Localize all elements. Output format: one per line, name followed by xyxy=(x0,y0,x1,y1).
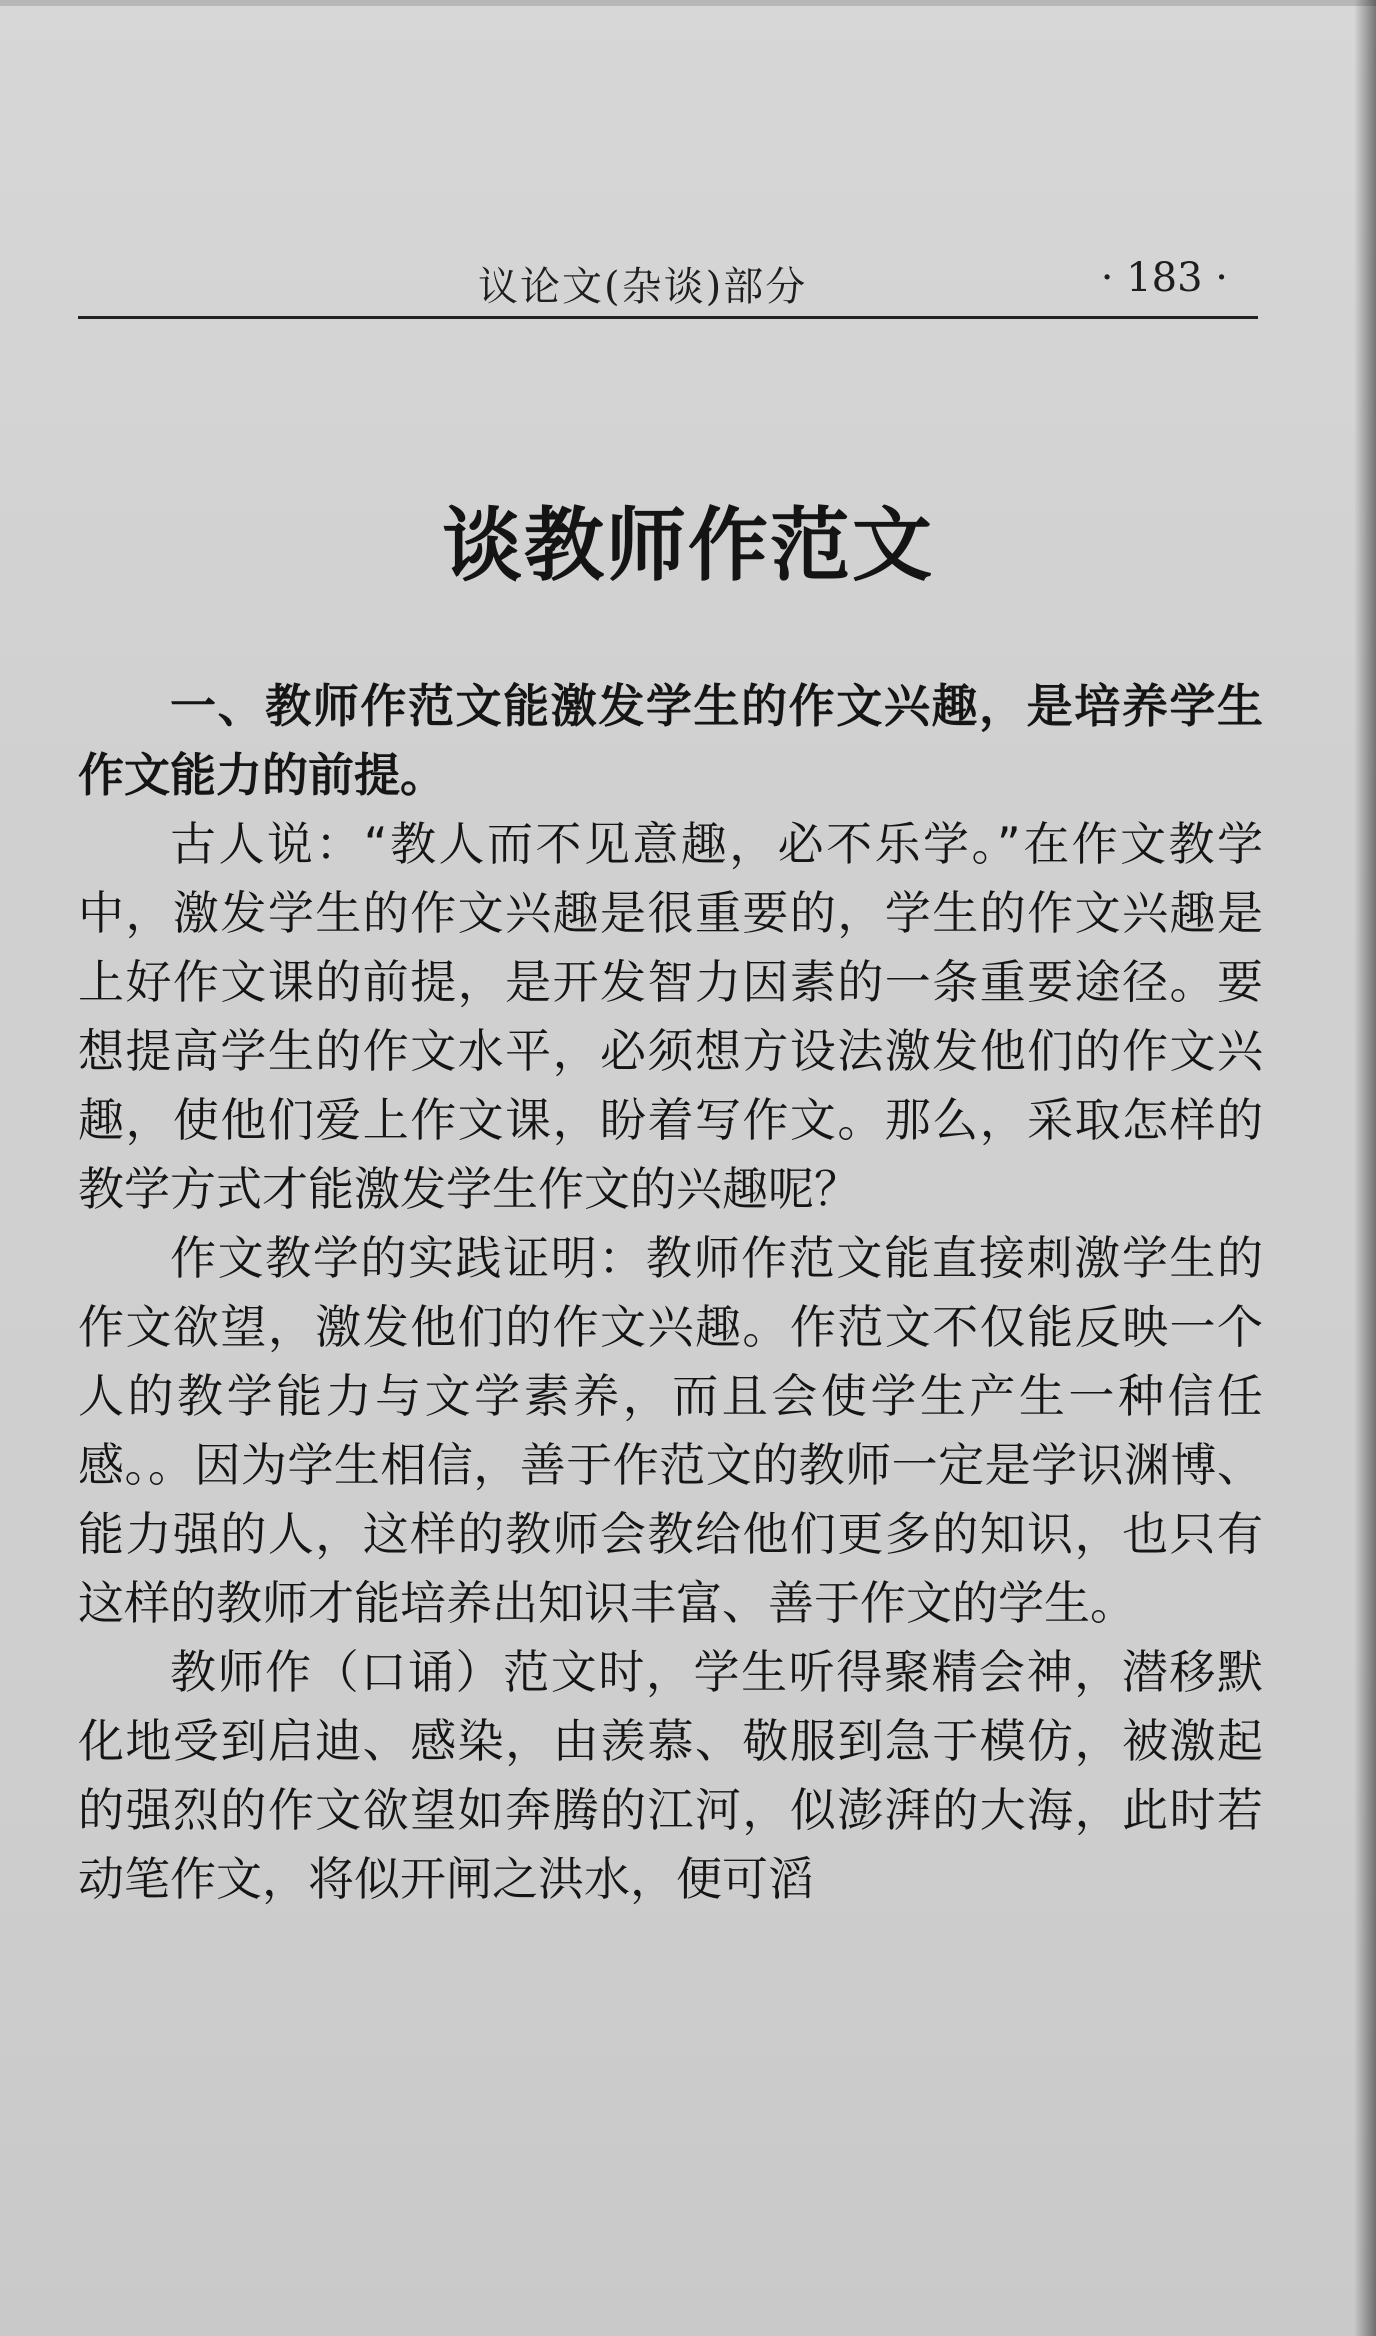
paragraph-1: 古人说：“教人而不见意趣，必不乐学。”在作文教学中，激发学生的作文兴趣是很重要的，学生的作文兴趣是上好作文课的前提，是开发智力因素的一条重要途径。要想提高学生的作文水平，必须想方设法激发他们的作文兴趣，使他们爱上作文课，盼着写作文。那么，采取怎样的教学方式才能激发学生作文的兴趣呢？ xyxy=(78,817,1263,1216)
page-top-shadow xyxy=(0,0,1376,6)
page-right-shadow xyxy=(1354,0,1376,2336)
running-header-title: 议论文(杂谈)部分 xyxy=(478,264,808,310)
article-body xyxy=(78,672,1263,1914)
running-header xyxy=(78,255,1258,315)
paragraph-2: 作文教学的实践证明：教师作范文能直接刺激学生的作文欲望，激发他们的作文兴趣。作范文不仅能反映一个人的教学能力与文学素养，而且会使学生产生一种信任感。。因为学生相信，善于作范文的教师一定是学识渊博、能力强的人，这样的教师会教给他们更多的知识，也只有这样的教师才能培养出知识丰富、善于作文的学生。 xyxy=(78,1231,1263,1630)
paragraph-3: 教师作（口诵）范文时，学生听得聚精会神，潜移默化地受到启迪、感染，由羡慕、敬服到急于模仿，被激起的强烈的作文欲望如奔腾的江河，似澎湃的大海，此时若动笔作文，将似开闸之洪水，便可滔 xyxy=(78,1645,1263,1906)
section-heading: 一、教师作范文能激发学生的作文兴趣，是培养学生作文能力的前提。 xyxy=(78,679,1263,802)
header-rule xyxy=(78,316,1258,319)
page-number: · 183 · xyxy=(1100,255,1228,301)
article-title: 谈教师作范文 xyxy=(442,498,934,592)
